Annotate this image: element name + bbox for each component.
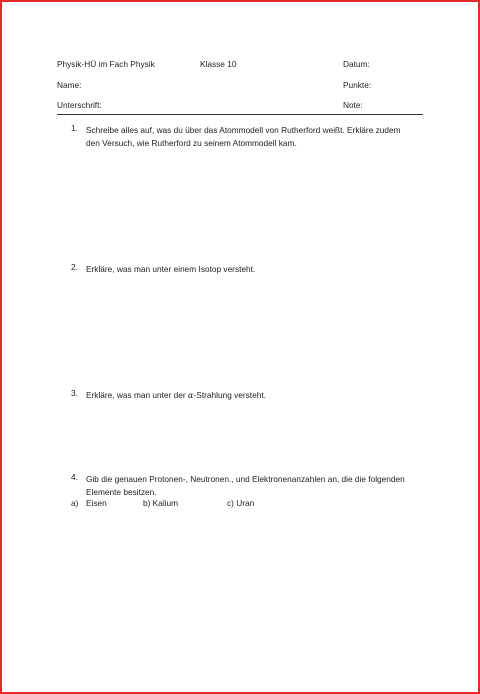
question-2-number: 2.	[71, 262, 78, 272]
name-label: Name:	[57, 80, 82, 90]
question-2-text: Erkläre, was man unter einem Isotop versteht.	[86, 264, 256, 274]
signature-label: Unterschrift:	[57, 100, 102, 110]
question-1-number: 1.	[71, 123, 78, 133]
question-4-number: 4.	[71, 472, 78, 482]
element-a-letter: a)	[71, 498, 79, 508]
subject-label: Physik-HÜ im Fach Physik	[57, 59, 155, 69]
header-divider	[57, 114, 423, 115]
question-3-text-after: -Strahlung versteht.	[193, 390, 266, 400]
points-label: Punkte:	[343, 80, 372, 90]
class-label: Klasse 10	[200, 59, 237, 69]
question-3-text	[86, 389, 416, 402]
grade-label: Note:	[343, 100, 363, 110]
question-4-text: Gib die genauen Protonen-, Neutronen., und Elektronenanzahlen an, die die folgenden Elemente besitzen.	[86, 474, 405, 497]
question-3-text-before: Erkläre, was man unter der	[86, 390, 188, 400]
question-1-text: Schreibe alles auf, was du über das Atommodell von Rutherford weißt. Erkläre zudem den Versuch, wie Rutherford zu seinem Atommodell kam.	[86, 125, 401, 148]
element-a-name: Eisen	[86, 498, 107, 508]
alpha-symbol: α	[187, 390, 194, 400]
question-3-number: 3.	[71, 388, 78, 398]
element-b: b) Kalium	[143, 498, 179, 508]
date-label: Datum:	[343, 59, 370, 69]
element-c: c) Uran	[227, 498, 255, 508]
